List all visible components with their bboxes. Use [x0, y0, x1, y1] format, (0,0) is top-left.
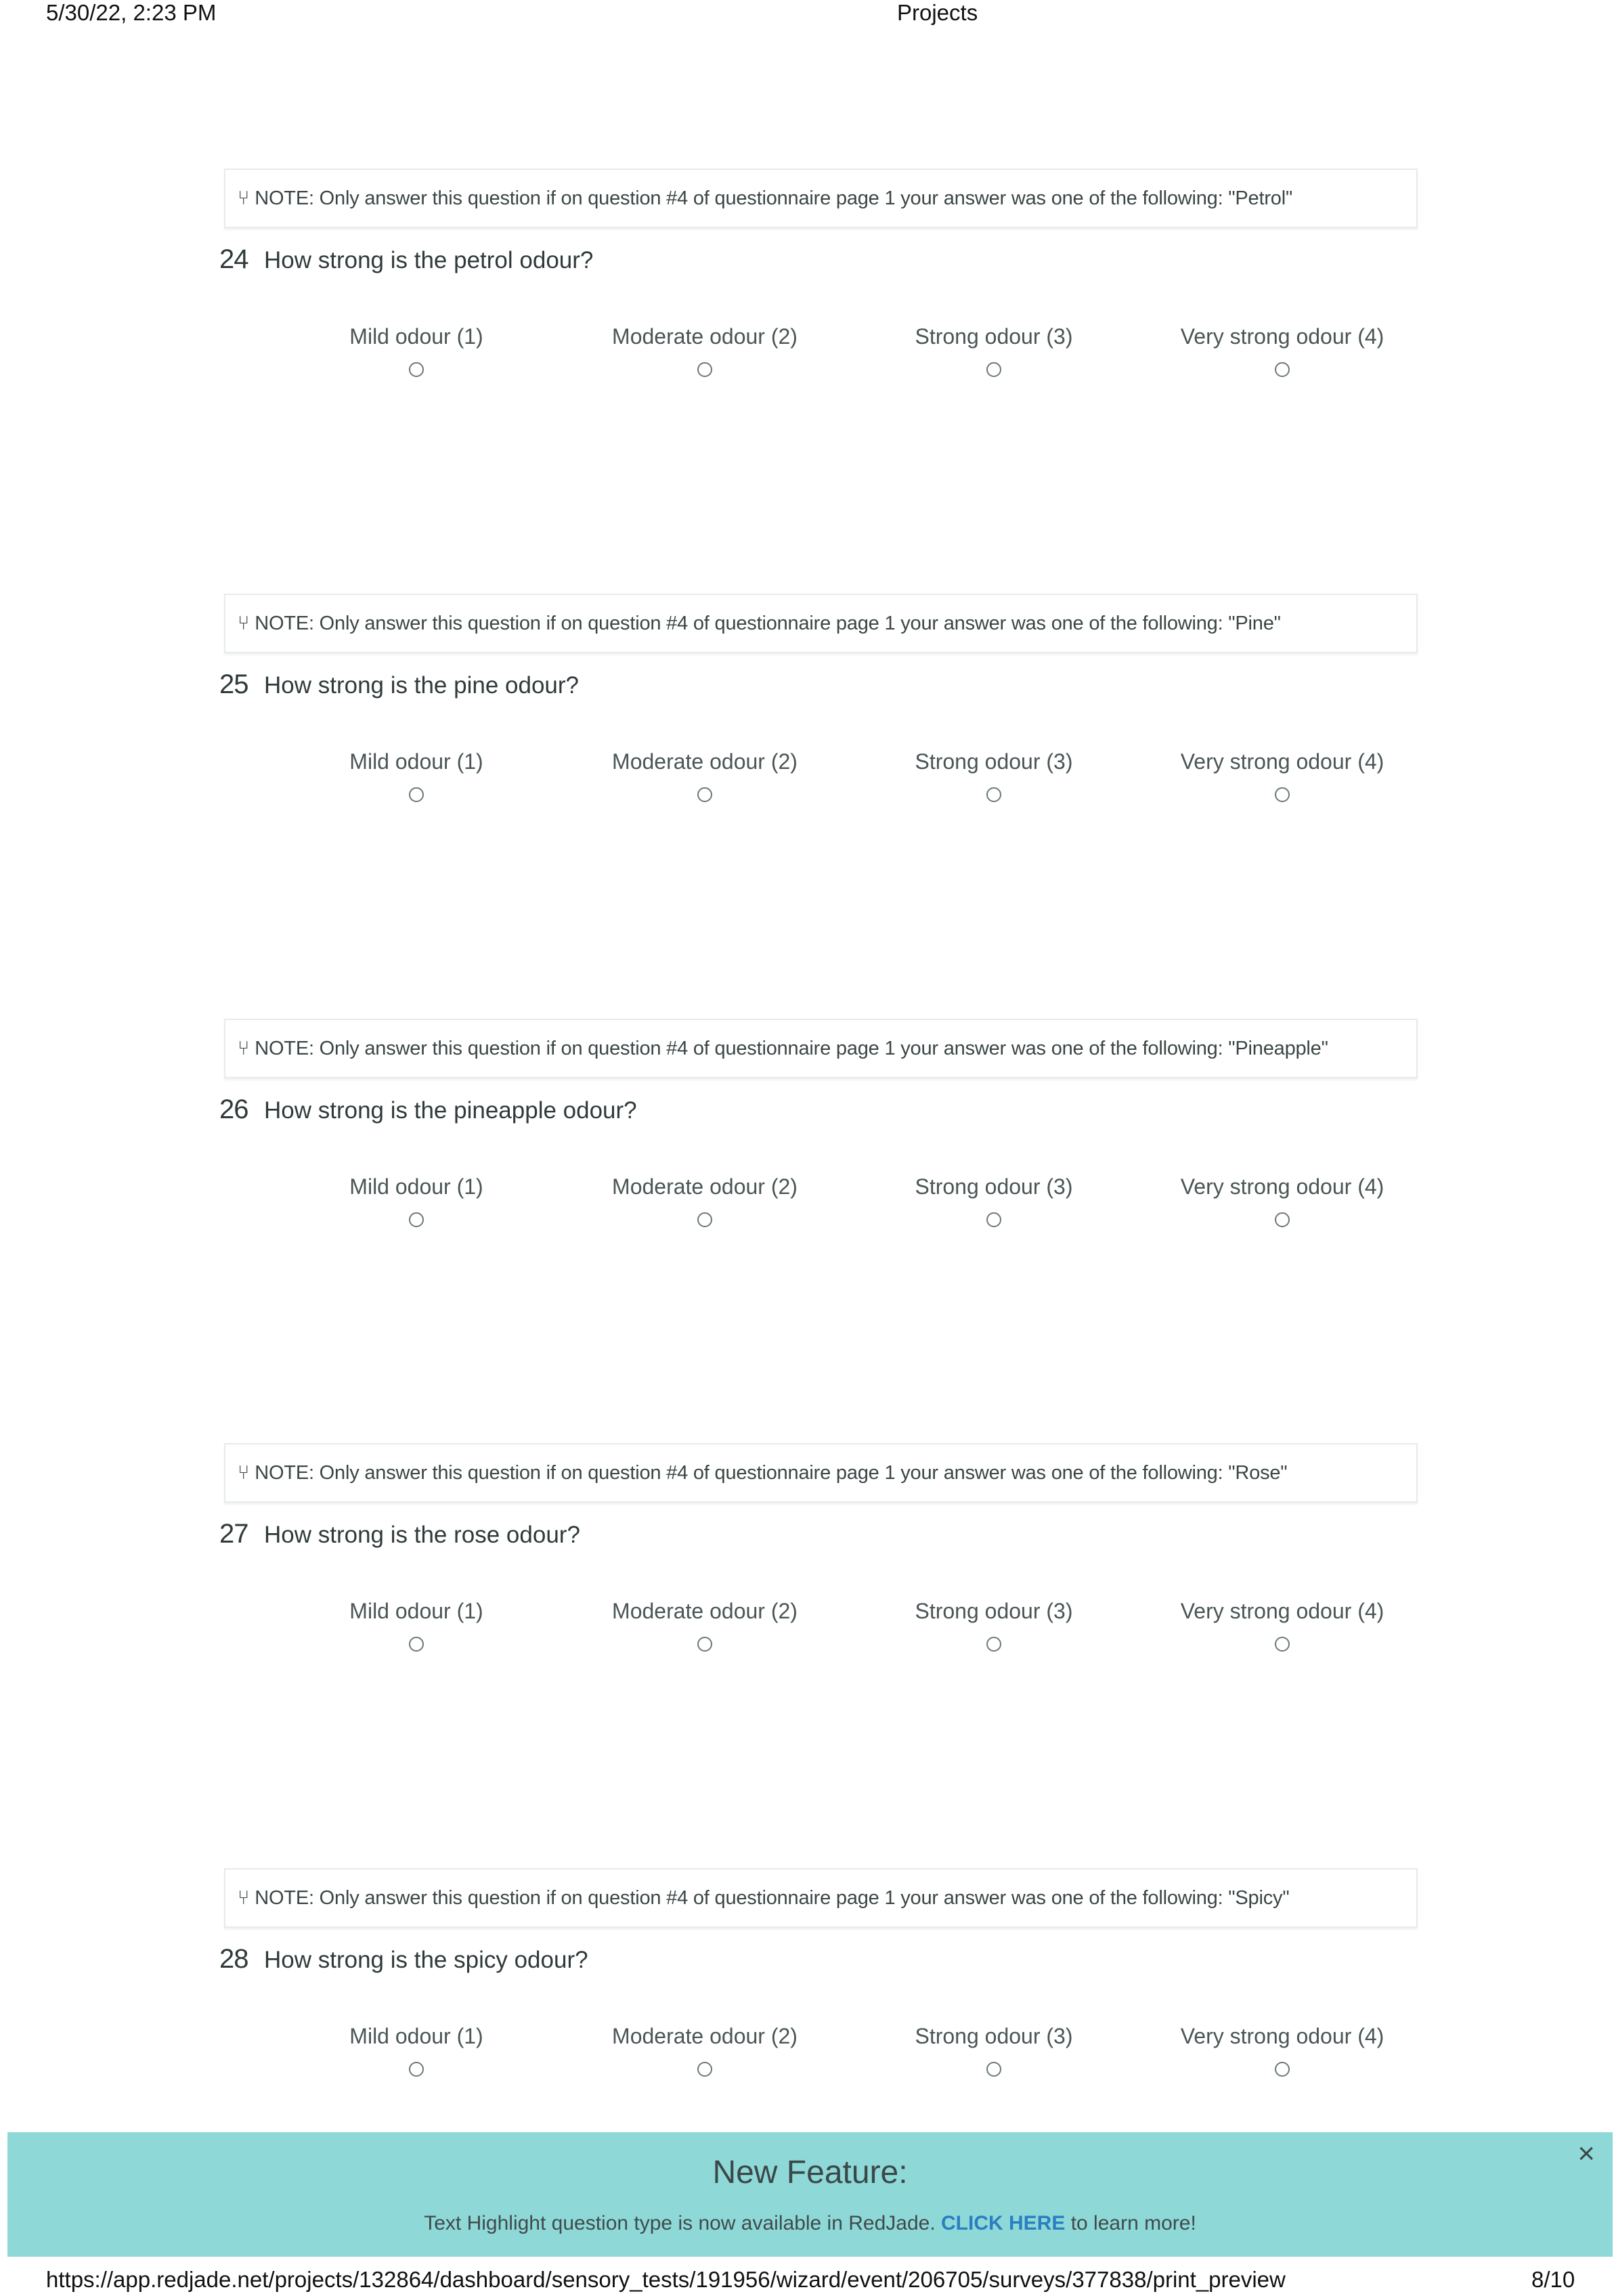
option-label: Very strong odour (4) [1180, 324, 1384, 349]
print-datetime: 5/30/22, 2:23 PM [46, 0, 217, 25]
banner-message [7, 2212, 1613, 2235]
branch-icon: ⑂ [238, 1886, 250, 1909]
option-label: Strong odour (3) [915, 1599, 1073, 1623]
option-very-strong [1147, 323, 1418, 377]
option-label: Moderate odour (2) [612, 2024, 798, 2048]
print-url: https://app.redjade.net/projects/132864/dashboard/sensory_tests/191956/wizard/event/206705/surveys/377838/print_preview [46, 2267, 1286, 2292]
option-strong [858, 1597, 1129, 1652]
radio-button[interactable] [409, 1637, 424, 1652]
option-very-strong [1147, 2023, 1418, 2077]
option-label: Very strong odour (4) [1180, 1174, 1384, 1199]
condition-note-text: NOTE: Only answer this question if on question #4 of questionnaire page 1 your answer was one of the following: "Spicy" [255, 1886, 1290, 1909]
option-label: Strong odour (3) [915, 1174, 1073, 1199]
option-label: Very strong odour (4) [1180, 1599, 1384, 1623]
option-moderate [569, 748, 840, 802]
option-label: Mild odour (1) [349, 2024, 483, 2048]
question-block [0, 1019, 1614, 1444]
question-title [219, 244, 593, 275]
print-page-number: 8/10 [1531, 2267, 1575, 2292]
branch-icon: ⑂ [238, 1037, 250, 1059]
option-label: Strong odour (3) [915, 324, 1073, 349]
option-moderate [569, 1173, 840, 1227]
radio-button[interactable] [986, 362, 1001, 377]
radio-button[interactable] [697, 1637, 712, 1652]
question-title [219, 669, 579, 700]
question-text: How strong is the pine odour? [264, 672, 579, 699]
question-block [0, 1443, 1614, 1868]
question-number: 27 [219, 1519, 248, 1549]
radio-button[interactable] [986, 1637, 1001, 1652]
option-mild [281, 2023, 552, 2077]
radio-button[interactable] [1275, 787, 1290, 802]
question-number: 25 [219, 669, 248, 699]
banner-text-before: Text Highlight question type is now available in RedJade. [424, 2212, 942, 2234]
radio-button[interactable] [1275, 2062, 1290, 2077]
question-title [219, 1944, 588, 1974]
option-very-strong [1147, 748, 1418, 802]
option-mild [281, 323, 552, 377]
option-label: Very strong odour (4) [1180, 749, 1384, 774]
radio-button[interactable] [986, 1212, 1001, 1227]
condition-note [224, 1443, 1418, 1503]
radio-button[interactable] [986, 787, 1001, 802]
radio-button[interactable] [409, 787, 424, 802]
option-strong [858, 748, 1129, 802]
condition-note [224, 1019, 1418, 1078]
option-very-strong [1147, 1597, 1418, 1652]
click-here-link[interactable]: CLICK HERE [941, 2212, 1066, 2234]
option-strong [858, 2023, 1129, 2077]
option-label: Strong odour (3) [915, 2024, 1073, 2048]
option-label: Moderate odour (2) [612, 324, 798, 349]
radio-button[interactable] [697, 787, 712, 802]
radio-button[interactable] [697, 362, 712, 377]
option-moderate [569, 2023, 840, 2077]
question-number: 26 [219, 1095, 248, 1124]
option-very-strong [1147, 1173, 1418, 1227]
branch-icon: ⑂ [238, 1461, 250, 1484]
option-label: Mild odour (1) [349, 1599, 483, 1623]
condition-note [224, 1868, 1418, 1928]
question-text: How strong is the petrol odour? [264, 247, 594, 273]
question-block [0, 594, 1614, 1019]
option-label: Mild odour (1) [349, 1174, 483, 1199]
radio-button[interactable] [1275, 362, 1290, 377]
radio-button[interactable] [409, 1212, 424, 1227]
question-block [0, 169, 1614, 594]
print-page-title: Projects [897, 0, 978, 25]
condition-note-text: NOTE: Only answer this question if on question #4 of questionnaire page 1 your answer was one of the following: "Rose" [255, 1461, 1288, 1484]
radio-button[interactable] [697, 2062, 712, 2077]
option-moderate [569, 1597, 840, 1652]
condition-note-text: NOTE: Only answer this question if on question #4 of questionnaire page 1 your answer was one of the following: "Pineapple" [255, 1037, 1328, 1059]
option-mild [281, 1173, 552, 1227]
branch-icon: ⑂ [238, 187, 250, 209]
option-strong [858, 323, 1129, 377]
radio-button[interactable] [986, 2062, 1001, 2077]
condition-note [224, 169, 1418, 228]
condition-note [224, 594, 1418, 653]
option-strong [858, 1173, 1129, 1227]
option-label: Mild odour (1) [349, 749, 483, 774]
radio-button[interactable] [697, 1212, 712, 1227]
question-title [219, 1095, 637, 1125]
radio-button[interactable] [409, 2062, 424, 2077]
option-label: Mild odour (1) [349, 324, 483, 349]
option-mild [281, 1597, 552, 1652]
radio-button[interactable] [1275, 1212, 1290, 1227]
option-moderate [569, 323, 840, 377]
option-label: Moderate odour (2) [612, 1599, 798, 1623]
option-label: Very strong odour (4) [1180, 2024, 1384, 2048]
question-title [219, 1519, 580, 1549]
branch-icon: ⑂ [238, 612, 250, 634]
question-number: 24 [219, 244, 248, 274]
radio-button[interactable] [409, 362, 424, 377]
option-label: Moderate odour (2) [612, 1174, 798, 1199]
question-text: How strong is the pineapple odour? [264, 1097, 637, 1124]
banner-text-after: to learn more! [1065, 2212, 1196, 2234]
condition-note-text: NOTE: Only answer this question if on question #4 of questionnaire page 1 your answer was one of the following: "Petrol" [255, 187, 1293, 209]
banner-title: New Feature: [712, 2155, 908, 2190]
option-mild [281, 748, 552, 802]
question-number: 28 [219, 1944, 248, 1974]
question-text: How strong is the rose odour? [264, 1522, 580, 1548]
new-feature-banner [7, 2132, 1613, 2257]
close-icon[interactable]: × [1577, 2137, 1595, 2170]
condition-note-text: NOTE: Only answer this question if on question #4 of questionnaire page 1 your answer was one of the following: "Pine" [255, 612, 1281, 634]
option-label: Strong odour (3) [915, 749, 1073, 774]
radio-button[interactable] [1275, 1637, 1290, 1652]
question-text: How strong is the spicy odour? [264, 1947, 588, 1973]
option-label: Moderate odour (2) [612, 749, 798, 774]
